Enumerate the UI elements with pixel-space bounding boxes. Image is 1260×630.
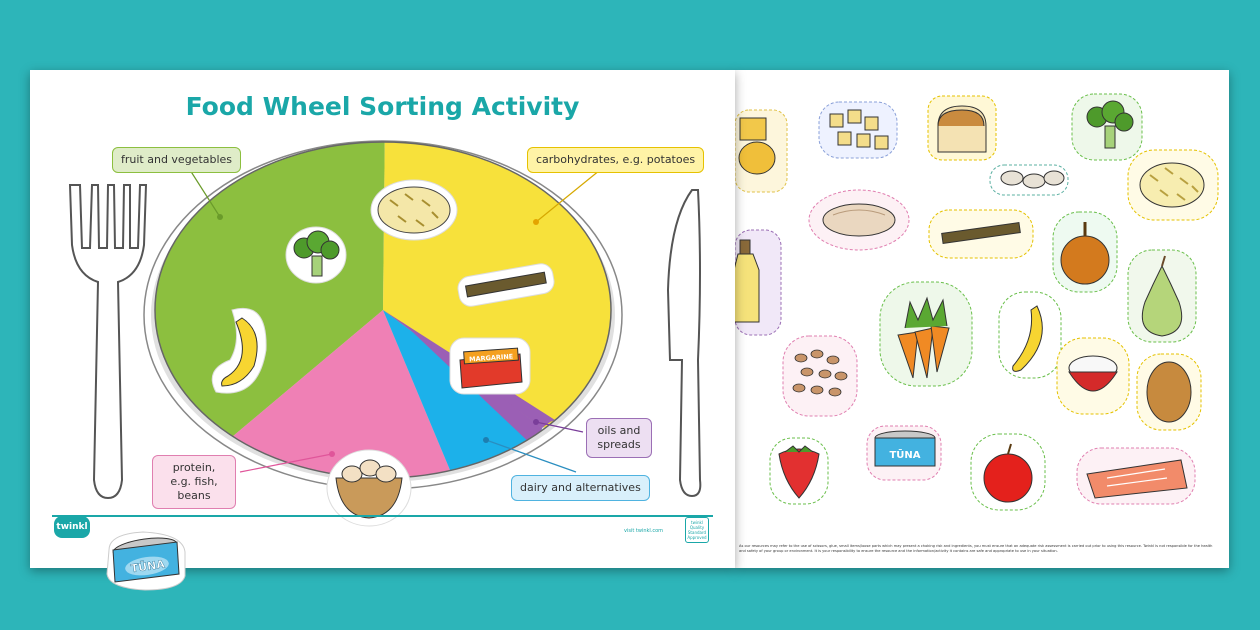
cutout-sheet [735, 70, 1229, 568]
food-wheel-sheet [30, 70, 735, 568]
strawberry-cutout[interactable] [770, 438, 828, 504]
page-title: Food Wheel Sorting Activity [185, 92, 580, 121]
margarine-sticker[interactable] [450, 338, 530, 394]
broccoli-sticker[interactable] [286, 227, 346, 283]
knife-icon [668, 190, 700, 496]
pasta-sticker[interactable] [371, 180, 457, 240]
salmon-cutout[interactable] [1077, 448, 1195, 504]
mushrooms-cutout[interactable] [990, 165, 1068, 195]
visit-link[interactable]: visit twinkl.com [624, 528, 664, 534]
twinkl-logo: twinkl [54, 516, 90, 538]
bread-cutout[interactable] [928, 96, 996, 160]
banana-cutout[interactable] [999, 292, 1061, 378]
safety-disclaimer: As our resources may refer to the use of scissors, glue, small items/loose parts which may present a choking risk and ingredients, you must ensure that an adequate risk assessment is carried out prior to using this resource. Twinkl is not responsible for the health and safety of your group or environment. It is your responsibility to ensure the resource and the information/activity it contains are safe and appropriate to use in your situation. [739, 544, 1213, 553]
potato-cutout[interactable] [1137, 354, 1201, 430]
pear-cutout[interactable] [1128, 250, 1196, 342]
broccoli-cutout[interactable] [1072, 94, 1142, 160]
label-fruit-vegetables[interactable]: fruit and vegetables [112, 147, 241, 173]
tuna-sticker-label: TŪNA [129, 557, 166, 576]
apple-cutout[interactable] [971, 434, 1045, 510]
fork-icon [70, 185, 146, 498]
carrots-cutout[interactable] [880, 282, 972, 386]
cutouts-canvas [735, 70, 1229, 568]
footer-divider [52, 515, 713, 517]
beans-cutout[interactable] [783, 336, 857, 416]
quality-badge: twinkl Quality Standard Approved [685, 517, 709, 543]
chicken-cutout[interactable] [809, 190, 909, 250]
tuna-tin-cutout[interactable] [867, 426, 941, 480]
label-oils-spreads[interactable]: oils and spreads [586, 418, 652, 458]
label-protein[interactable]: protein, e.g. fish, beans [152, 455, 236, 509]
rice-bowl-cutout[interactable] [1057, 338, 1129, 414]
oil-bottle-cutout[interactable] [735, 230, 781, 335]
tofu-cutout[interactable] [819, 102, 897, 158]
label-carbohydrates[interactable]: carbohydrates, e.g. potatoes [527, 147, 704, 173]
spaghetti-cutout[interactable] [929, 210, 1033, 258]
pasta-cutout[interactable] [1128, 150, 1218, 220]
tuna-tin-sticker[interactable] [103, 528, 189, 592]
onion-cutout[interactable] [1053, 212, 1117, 292]
margarine-label: MARGARINE [468, 352, 514, 364]
cheese-cutout[interactable] [735, 110, 787, 192]
tuna-tin-label: TŪNA [889, 450, 921, 461]
label-dairy[interactable]: dairy and alternatives [511, 475, 650, 501]
